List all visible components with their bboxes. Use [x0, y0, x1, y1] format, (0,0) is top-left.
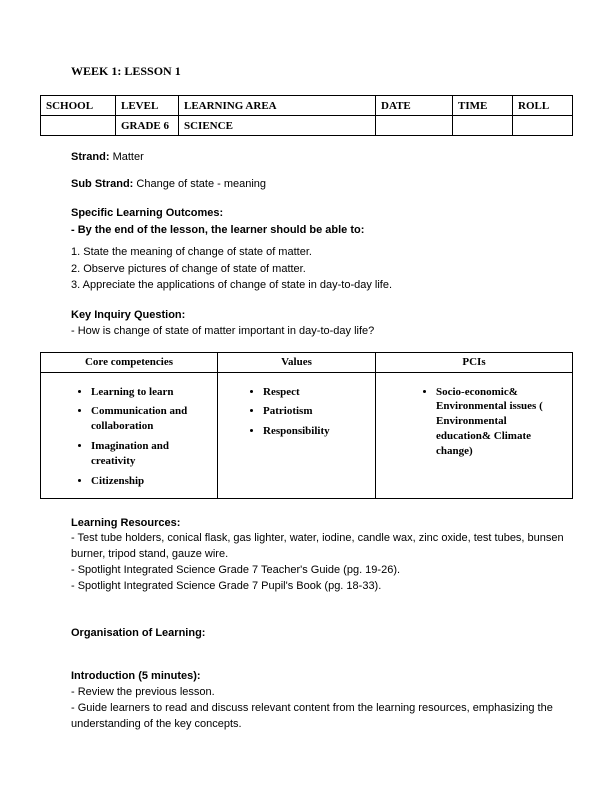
- strand-line: [71, 149, 570, 166]
- strand-label: Strand:: [71, 151, 110, 163]
- col-date: DATE: [376, 96, 453, 116]
- col-school: SCHOOL: [41, 96, 116, 116]
- cell-roll: [513, 116, 573, 136]
- list-item: • Citizenship: [91, 474, 202, 489]
- list-item: • Patriotism: [263, 404, 360, 419]
- competency-body-row: [41, 372, 573, 498]
- key-inquiry-section: [71, 307, 570, 340]
- core-competencies-cell: [41, 372, 218, 498]
- organisation-heading: Organisation of Learning:: [71, 626, 206, 639]
- col-core-competencies: Core competencies: [41, 352, 218, 372]
- introduction-section: [71, 668, 570, 732]
- list-item: • Respect: [263, 385, 360, 400]
- resources-section: [71, 515, 570, 595]
- sub-strand-value: Change of state - meaning: [136, 177, 267, 190]
- resource-item: - Test tube holders, conical flask, gas lighter, water, iodine, candle wax, zinc oxide, test tubes, bunsen burner, tripod stand, gauze wire.: [71, 532, 564, 560]
- col-values: Values: [218, 352, 376, 372]
- col-level: LEVEL: [116, 96, 179, 116]
- cell-level: GRADE 6: [116, 116, 179, 136]
- cell-date: [376, 116, 453, 136]
- info-value-row: [41, 116, 573, 136]
- cell-learning-area: SCIENCE: [179, 116, 376, 136]
- list-item: • Learning to learn: [91, 385, 202, 400]
- page-title: WEEK 1: LESSON 1: [71, 64, 181, 78]
- introduction-heading: Introduction (5 minutes):: [71, 670, 201, 683]
- values-list: [223, 385, 370, 440]
- col-time: TIME: [453, 96, 513, 116]
- sub-strand-label: Sub Strand:: [71, 177, 134, 190]
- pcis-cell: [376, 372, 573, 498]
- list-item: • Socio-economic& Environmental issues ( Environmental education& Climate change): [436, 385, 549, 459]
- introduction-item: - Review the previous lesson.: [71, 685, 215, 698]
- lesson-info-table: [40, 95, 573, 136]
- introduction-item: - Guide learners to read and discuss relevant content from the learning resources, emphasizing the understanding of the key concepts.: [71, 701, 553, 730]
- resources-heading: Learning Resources:: [71, 516, 181, 529]
- cell-school: [41, 116, 116, 136]
- resource-item: - Spotlight Integrated Science Grade 7 Teacher's Guide (pg. 19-26).: [71, 563, 401, 576]
- strand-value: Matter: [112, 151, 144, 163]
- info-header-row: [41, 96, 573, 116]
- col-learning-area: LEARNING AREA: [179, 96, 376, 116]
- list-item: • Responsibility: [263, 424, 360, 439]
- cell-time: [453, 116, 513, 136]
- col-pcis: PCIs: [376, 352, 573, 372]
- list-item: • Imagination and creativity: [91, 439, 202, 469]
- values-cell: [218, 372, 376, 498]
- outcome-item: 1. State the meaning of change of state of matter.: [71, 246, 312, 258]
- core-competencies-list: [46, 385, 212, 489]
- outcomes-heading: Specific Learning Outcomes:: [71, 207, 224, 219]
- pcis-list: [381, 385, 549, 459]
- outcome-item: 3. Appreciate the applications of change of state in day-to-day life.: [71, 279, 393, 291]
- resource-item: - Spotlight Integrated Science Grade 7 Pupil's Book (pg. 18-33).: [71, 579, 382, 592]
- competency-header-row: [41, 352, 573, 372]
- outcome-item: 2. Observe pictures of change of state of matter.: [71, 262, 306, 275]
- list-item: • Communication and collaboration: [91, 404, 202, 434]
- sub-strand-line: [71, 176, 570, 193]
- competency-table: [40, 352, 573, 499]
- key-inquiry-question: - How is change of state of matter important in day-to-day life?: [71, 325, 375, 337]
- key-inquiry-heading: Key Inquiry Question:: [71, 308, 186, 321]
- outcomes-subheading: - By the end of the lesson, the learner should be able to:: [71, 223, 365, 236]
- outcomes-section: [71, 205, 570, 294]
- col-roll: ROLL: [513, 96, 573, 116]
